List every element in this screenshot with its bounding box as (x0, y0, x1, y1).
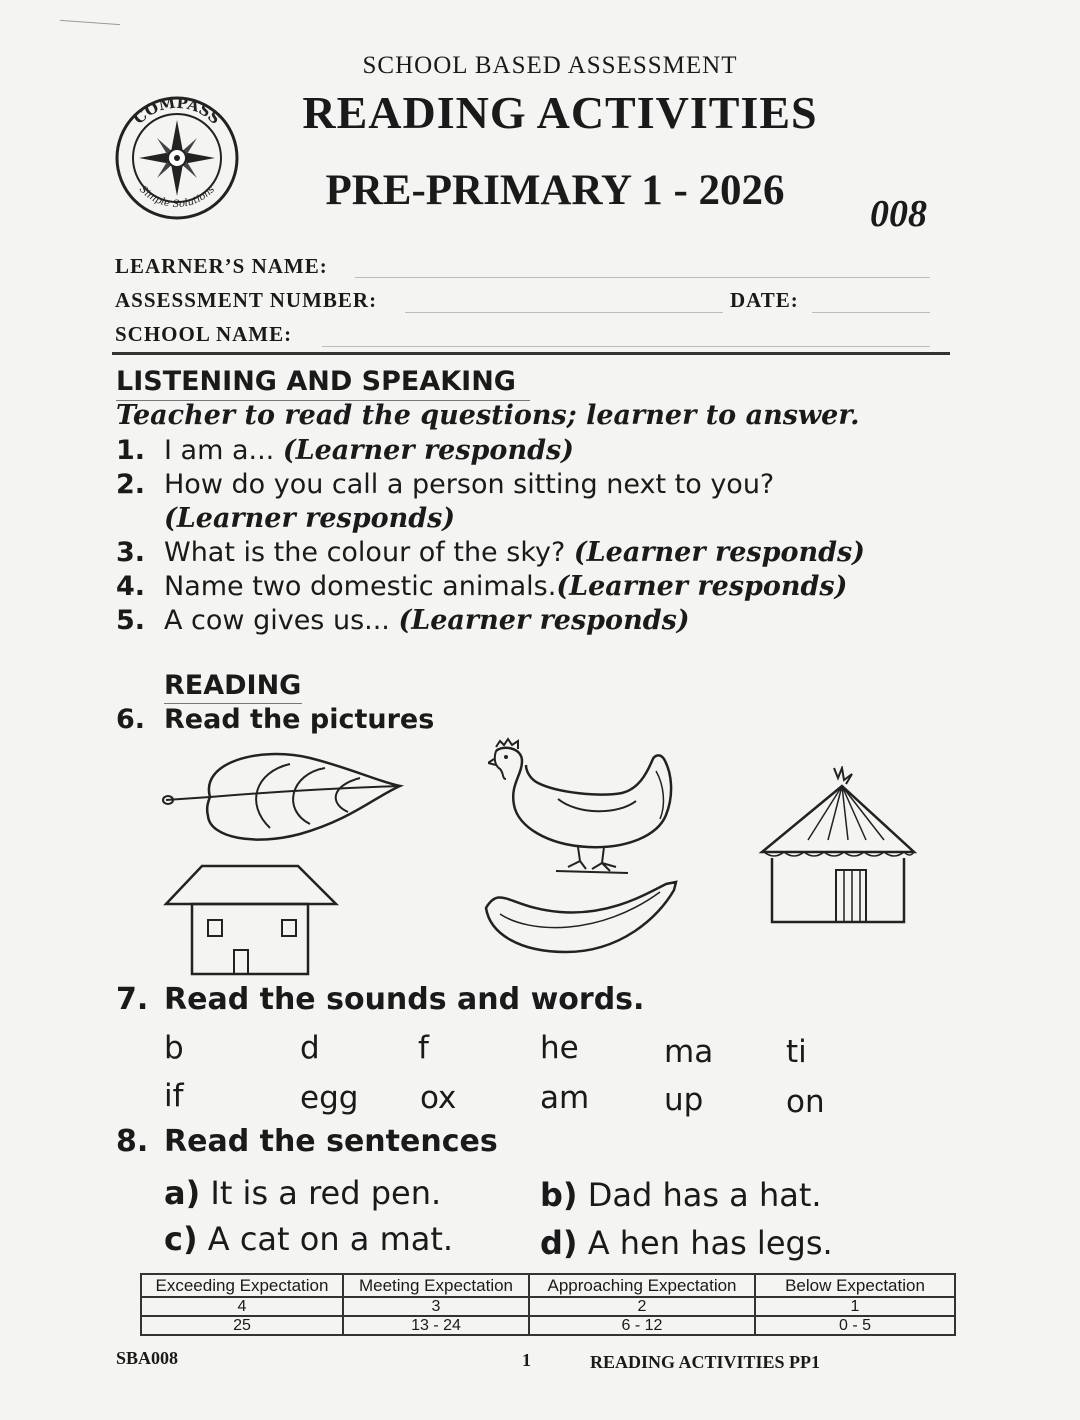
question-2-response: (Learner responds) (164, 503, 456, 534)
school-name-field[interactable] (322, 346, 930, 347)
logo-top-text: COMPASS (129, 96, 225, 128)
rubric-level: 2 (529, 1297, 755, 1316)
rubric-level-row (141, 1297, 955, 1316)
rubric-header: Below Expectation (755, 1274, 955, 1297)
teacher-instruction: Teacher to read the questions; learner to answer. (116, 400, 860, 431)
rubric-range: 0 - 5 (755, 1316, 955, 1335)
sound-ma: ma (664, 1034, 714, 1070)
question-2: 2. How do you call a person sitting next to you? (116, 469, 775, 500)
question-6: 6. Read the pictures (116, 704, 435, 735)
footer-title: READING ACTIVITIES PP1 (590, 1352, 821, 1372)
word-up: up (664, 1082, 704, 1118)
class-year: PRE-PRIMARY 1 - 2026 (325, 167, 785, 214)
question-7: 7. Read the sounds and words. (116, 982, 645, 1017)
sentence-a: a) It is a red pen. (164, 1174, 442, 1212)
word-if: if (164, 1078, 184, 1114)
corner-mark (60, 20, 120, 25)
rubric-level: 3 (343, 1297, 529, 1316)
word-on: on (786, 1084, 825, 1120)
question-3: 3. What is the colour of the sky? (Learner responds) (116, 537, 865, 568)
sound-f: f (418, 1030, 429, 1066)
assessment-type: SCHOOL BASED ASSESSMENT (362, 52, 738, 79)
sound-ti: ti (786, 1034, 807, 1070)
rubric-header-row (141, 1274, 955, 1297)
rubric-range: 25 (141, 1316, 343, 1335)
sound-d: d (300, 1030, 320, 1066)
word-am: am (540, 1080, 590, 1116)
rubric-header: Exceeding Expectation (141, 1274, 343, 1297)
hen-icon (488, 735, 683, 885)
logo-bottom-text: Simple Solutions (136, 184, 218, 211)
hut-icon (758, 766, 918, 928)
word-egg: egg (300, 1080, 359, 1116)
leaf-icon (160, 742, 405, 850)
question-1: 1. I am a... (Learner responds) (116, 435, 574, 466)
banana-icon (480, 878, 680, 958)
rubric-header: Meeting Expectation (343, 1274, 529, 1297)
rubric-range: 13 - 24 (343, 1316, 529, 1335)
section-heading-listening: LISTENING AND SPEAKING (116, 366, 516, 397)
compass-logo (112, 96, 242, 220)
school-name-label: SCHOOL NAME: (115, 322, 293, 346)
rubric-range: 6 - 12 (529, 1316, 755, 1335)
rubric-header: Approaching Expectation (529, 1274, 755, 1297)
assessment-number-field[interactable] (405, 312, 723, 313)
date-label: DATE: (730, 288, 799, 312)
rubric-table (140, 1273, 956, 1336)
paper-code: 008 (870, 193, 927, 235)
page-title: READING ACTIVITIES (302, 87, 818, 138)
learner-name-label: LEARNER’S NAME: (115, 254, 328, 278)
sound-he: he (540, 1030, 579, 1066)
question-8: 8. Read the sentences (116, 1124, 498, 1159)
house-icon (162, 862, 342, 978)
learner-name-field[interactable] (355, 277, 930, 278)
question-5: 5. A cow gives us... (Learner responds) (116, 605, 690, 636)
rubric-level: 4 (141, 1297, 343, 1316)
date-field[interactable] (812, 312, 930, 313)
sentence-b: b) Dad has a hat. (540, 1176, 822, 1214)
header-divider (112, 352, 950, 355)
word-ox: ox (420, 1080, 457, 1116)
assessment-number-label: ASSESSMENT NUMBER: (115, 288, 378, 312)
question-4: 4. Name two domestic animals.(Learner responds) (116, 571, 848, 602)
rubric-range-row (141, 1316, 955, 1335)
section-heading-reading: READING (164, 670, 302, 701)
rubric-level: 1 (755, 1297, 955, 1316)
sentence-d: d) A hen has legs. (540, 1224, 833, 1262)
sound-b: b (164, 1030, 184, 1066)
sentence-c: c) A cat on a mat. (164, 1220, 454, 1258)
footer-code: SBA008 (116, 1348, 179, 1368)
page-number: 1 (522, 1350, 531, 1370)
